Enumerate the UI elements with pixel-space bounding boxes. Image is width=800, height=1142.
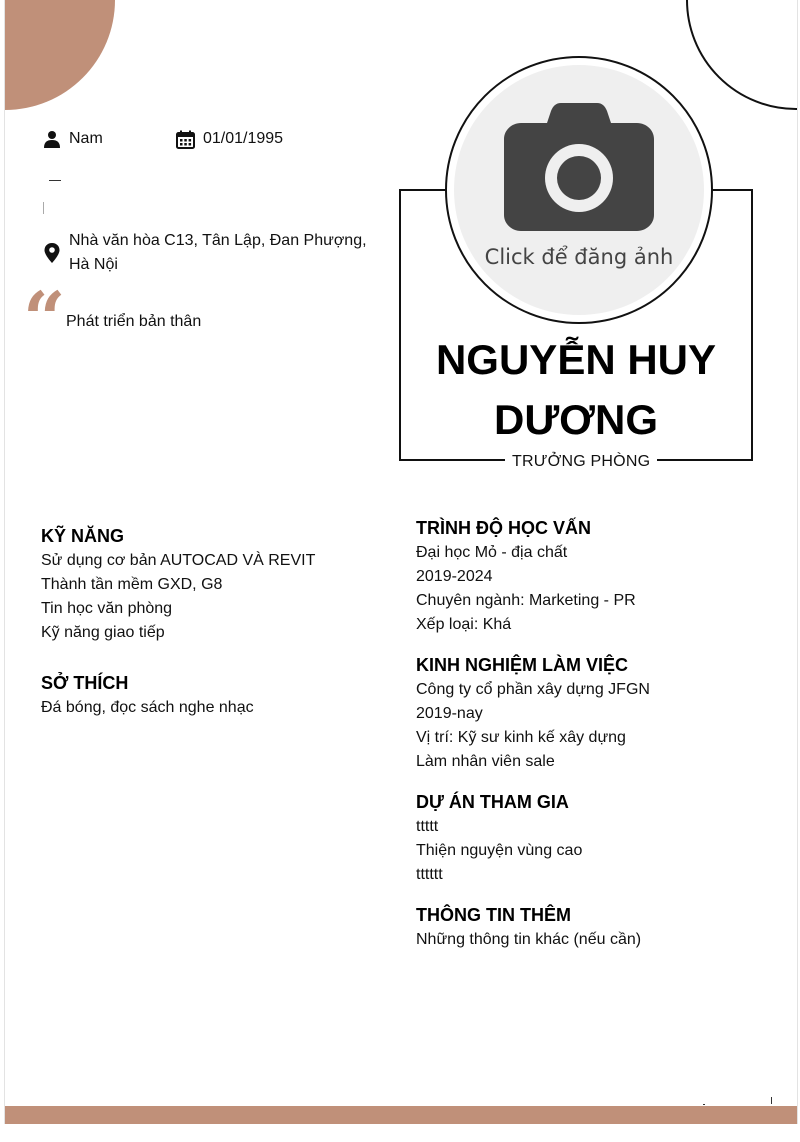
job-position[interactable]: TRƯỞNG PHÒNG [505, 450, 657, 474]
birthdate-value: 01/01/1995 [203, 130, 284, 147]
projects-section [416, 789, 756, 887]
address-value: Nhà văn hòa C13, Tân Lập, Đan Phượng, Hà Nội [69, 232, 367, 273]
education-section [416, 515, 756, 637]
photo-upload-hint: Click để đăng ảnh [484, 245, 674, 269]
skills-heading: KỸ NĂNG [41, 526, 125, 546]
skills-section [41, 523, 381, 645]
avatar-upload[interactable] [445, 56, 713, 324]
experience-heading: KINH NGHIỆM LÀM VIỆC [416, 655, 629, 675]
stray-mark [703, 1104, 705, 1105]
education-item[interactable]: 2019-2024 [416, 568, 493, 585]
experience-item[interactable]: 2019-nay [416, 705, 483, 722]
experience-item[interactable]: Vị trí: Kỹ sư kinh kế xây dựng [416, 729, 626, 746]
hobby-item[interactable]: Đá bóng, đọc sách nghe nhạc [41, 699, 254, 716]
experience-item[interactable]: Làm nhân viên sale [416, 753, 555, 770]
birthdate-row[interactable] [176, 127, 283, 151]
skill-item[interactable]: Sử dụng cơ bản AUTOCAD VÀ REVIT [41, 552, 316, 569]
extra-info-item[interactable]: Những thông tin khác (nếu cần) [416, 931, 642, 948]
quote-icon: “ [23, 277, 62, 363]
camera-icon [504, 103, 654, 235]
project-item[interactable]: tttttt [416, 866, 443, 883]
decor-circle-top-left [4, 0, 115, 110]
location-pin-icon [43, 243, 61, 263]
calendar-icon [176, 130, 195, 149]
decor-circle-top-right [686, 0, 798, 110]
avatar-placeholder[interactable] [454, 65, 704, 315]
skill-item[interactable]: Thành tần mềm GXD, G8 [41, 576, 223, 593]
hobbies-section [41, 670, 381, 720]
education-item[interactable]: Đại học Mỏ - địa chất [416, 544, 568, 561]
experience-section [416, 652, 756, 774]
skill-item[interactable]: Tin học văn phòng [41, 600, 173, 617]
gender-value: Nam [69, 130, 103, 147]
footer-accent-bar [5, 1106, 797, 1124]
extra-info-section [416, 902, 756, 952]
person-icon [43, 130, 61, 148]
full-name[interactable]: NGUYỄN HUY DƯƠNG [435, 336, 717, 443]
projects-heading: DỰ ÁN THAM GIA [416, 792, 569, 812]
education-item[interactable]: Xếp loại: Khá [416, 616, 512, 633]
empty-field-caret [43, 202, 44, 214]
address-row[interactable] [43, 229, 383, 277]
extra-info-heading: THÔNG TIN THÊM [416, 905, 571, 925]
education-heading: TRÌNH ĐỘ HỌC VẤN [416, 518, 591, 538]
career-objective[interactable]: Phát triển bản thân [66, 313, 202, 330]
skill-item[interactable]: Kỹ năng giao tiếp [41, 624, 165, 641]
empty-field-mark [49, 180, 61, 181]
experience-item[interactable]: Công ty cổ phần xây dựng JFGN [416, 681, 650, 698]
hobbies-heading: SỞ THÍCH [41, 673, 129, 693]
stray-mark [771, 1097, 772, 1104]
gender-row[interactable] [43, 127, 103, 151]
project-item[interactable]: Thiện nguyện vùng cao [416, 842, 583, 859]
project-item[interactable]: ttttt [416, 818, 439, 835]
cv-page [4, 0, 798, 1124]
education-item[interactable]: Chuyên ngành: Marketing - PR [416, 592, 636, 609]
